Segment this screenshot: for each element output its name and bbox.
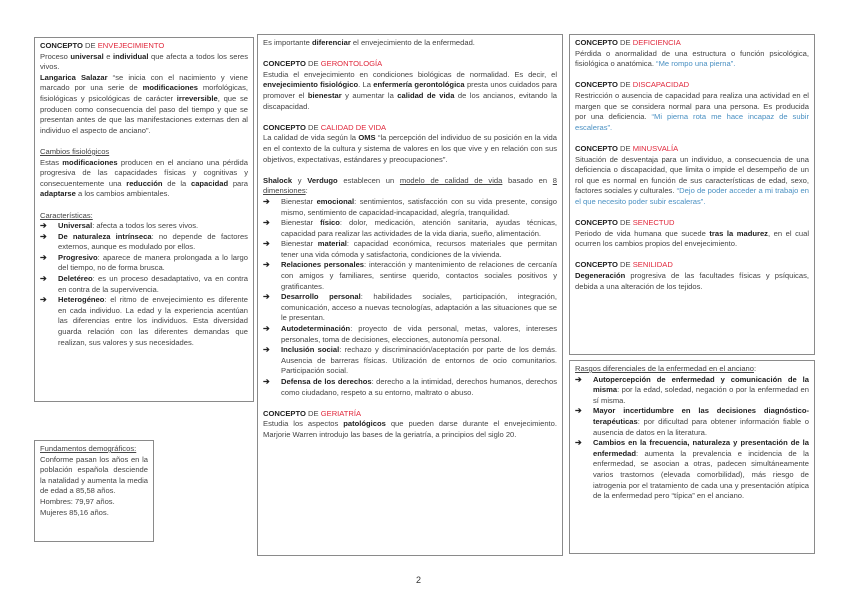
- geriatria-text: Estudia los aspectos patológicos que pueden darse durante el envejecimiento. Marjorie Warren introdujo las bases de la geriatría, a principios del siglo 20.: [263, 419, 557, 439]
- arrow-icon: ➔: [263, 196, 270, 206]
- list-item: ➔ Defensa de los derechos: derecho a la intimidad, derechos humanos, derechos como ciudadano, respeto a su entorno, maltrato o abuso.: [263, 377, 557, 397]
- deficiencia-text: Pérdida o anormalidad de una estructura o función psicológica, fisiológica o anatómica. “Me rompo una pierna”.: [575, 48, 809, 69]
- arrow-icon: ➔: [263, 324, 270, 334]
- list-item: ➔ Heterogéneo: el ritmo de envejecimiento es diferente en cada individuo. La edad y la experiencia acentúan las diferencias entre los individuos. Esta diversidad guarda relación con las diferentes demandas que realizan, sus valores y sus necesidades.: [40, 295, 248, 347]
- rasgos-list: [575, 375, 809, 502]
- concepts-box: [569, 34, 815, 355]
- list-item: ➔ Autodeterminación: proyecto de vida personal, metas, valores, intereses personales, toma de decisiones, elecciones, autonomía personal.: [263, 324, 557, 344]
- list-item: ➔ Inclusión social: rechazo y discriminación/aceptación por parte de los demás. Ausencia de barreras físicas. Utilización de entornos de ocio comunitarios. Participación social.: [263, 345, 557, 376]
- arrow-icon: ➔: [575, 438, 582, 448]
- calidad-text: La calidad de vida según la OMS “la percepción del individuo de su posición en la vida en el contexto de la cultura y sistema de valores en los que vive y en relación con sus objetivos, expectativas, estándares y preocupaciones”.: [263, 133, 557, 164]
- arrow-icon: ➔: [263, 239, 270, 249]
- dimensiones-list: [263, 197, 557, 398]
- deficiencia-heading: CONCEPTO DE DEFICIENCIA: [575, 38, 681, 47]
- intro-text: Es importante diferenciar el envejecimiento de la enfermedad.: [263, 38, 475, 47]
- arrow-icon: ➔: [263, 292, 270, 302]
- caracteristicas-list: [40, 221, 248, 348]
- senectud-heading: CONCEPTO DE SENECTUD: [575, 218, 675, 228]
- arrow-icon: ➔: [40, 274, 47, 284]
- concept-heading: CONCEPTO DE ENVEJECIMIENTO: [40, 41, 165, 50]
- list-item: ➔ Cambios en la frecuencia, naturaleza y presentación de la enfermedad: aumenta la prevalencia e incidencia de la enfermedad, se asocian a otras, padecen simultáneamente varios trastornos (elevada comorbilidad), más riesgo de iatrogenia por el tratamiento de cada una y presentación atípica de la enfermedad pero “típica” en el anciano.: [575, 438, 809, 501]
- list-item: ➔ De naturaleza intrínseca: no depende de factores externos, aunque es modulado por ellos.: [40, 231, 248, 252]
- arrow-icon: ➔: [40, 231, 47, 241]
- arrow-icon: ➔: [263, 260, 270, 270]
- list-item: ➔ Deletéreo: es un proceso desadaptativo, va en contra en contra de la supervivencia.: [40, 274, 248, 294]
- minusvalia-heading: CONCEPTO DE MINUSVALÍA: [575, 143, 679, 153]
- hombres-text: Hombres: 79,97 años.: [40, 496, 115, 506]
- arrow-icon: ➔: [40, 252, 47, 262]
- list-item: ➔ Mayor incertidumbre en las decisiones diagnóstico-terapéuticas: por dificultad para obtener información fiable o ausencia de datos en la literatura.: [575, 406, 809, 437]
- concept-title: ENVEJECIMIENTO: [97, 41, 165, 50]
- arrow-icon: ➔: [40, 221, 47, 231]
- definition: Proceso universal e individual que afecta a todos los seres vivos.: [40, 51, 249, 72]
- list-item: ➔ Bienestar emocional: sentimientos, satisfacción con su vida presente, consigo mismo, sentimiento de capacidad-incapacidad, alegría, tranquilidad.: [263, 196, 557, 217]
- cambios-text: Estas modificaciones producen en el anciano una pérdida progresiva de las capacidades físicas y cognitivas y consecuentemente una reducción de la capacidad para adaptarse a los cambios ambientales.: [40, 157, 249, 199]
- caracteristicas-heading: Características:: [40, 210, 93, 220]
- arrow-icon: ➔: [575, 406, 582, 416]
- list-item: ➔ Autopercepción de enfermedad y comunicación de la misma: por la edad, soledad, negación o por la enfermedad en sí misma.: [575, 374, 809, 405]
- discapacidad-heading: CONCEPTO DE DISCAPACIDAD: [575, 80, 690, 90]
- rasgos-heading: Rasgos diferenciales de la enfermedad en el anciano:: [575, 364, 757, 373]
- calidad-heading: CONCEPTO DE CALIDAD DE VIDA: [263, 122, 387, 132]
- list-item: ➔ Universal: afecta a todos los seres vivos.: [40, 221, 199, 231]
- gerontologia-heading: CONCEPTO DE GERONTOLOGÍA: [263, 59, 383, 69]
- minusvalia-text: Situación de desventaja para un individuo, a consecuencia de una deficiencia o discapacidad, que limita o impide el desempeño de un rol que es normal en función de sus características de edad, sexo, factores sociales y culturales. “Dejo de poder acceder a mi trabajo en el que necesito poder subir escaleras”.: [575, 154, 809, 206]
- envejecimiento-box: [34, 37, 254, 402]
- arrow-icon: ➔: [263, 218, 270, 228]
- gerontologia-text: Estudia el envejecimiento en condiciones biológicas de normalidad. Es decir, el envejecimiento fisiológico. La enfermería gerontológica presta unos cuidados para promover el bienestar y aumentar la calidad de vida de los ancianos, evitando la discapacidad.: [263, 69, 557, 111]
- demografia-text: Conforme pasan los años en la población española desciende la natalidad y aumenta la media de edad a 85,58 años.: [40, 454, 148, 496]
- rasgos-box: [569, 360, 815, 554]
- list-item: ➔ Progresivo: aparece de manera prolongada a lo largo del tiempo, no de forma brusca.: [40, 252, 248, 273]
- modelo-text: Shalock y Verdugo establecen un modelo de calidad de vida basado en 8 dimensiones:: [263, 175, 557, 196]
- middle-column-box: [257, 34, 563, 556]
- list-item: ➔ Desarrollo personal: habilidades sociales, participación, integración, comunicación, acceso a nuevas tecnologías, adaptación a las situaciones que se le presentan.: [263, 292, 557, 323]
- cambios-heading: Cambios fisiológicos: [40, 146, 110, 156]
- discapacidad-text: Restricción o ausencia de capacidad para realiza una actividad en el margen que se considera normal para una persona. Es producida por una deficiencia. “Mi pierna rota me hace incapaz de subir escaleras”.: [575, 90, 809, 132]
- arrow-icon: ➔: [40, 295, 47, 305]
- list-item: ➔ Bienestar material: capacidad económica, recursos materiales que permitan tener una vida cómoda y satisfactoria, condiciones de la vivienda.: [263, 239, 557, 259]
- senilidad-heading: CONCEPTO DE SENILIDAD: [575, 260, 673, 270]
- quote: Langarica Salazar “se inicia con el nacimiento y viene marcado por una serie de modificaciones morfológicas, fisiológicas y psicológicas de carácter irreversible, que se producen como consecuencia del paso del tiempo y que se presentan antes de que las manifestaciones externas den al individuo el aspecto de anciano”.: [40, 72, 248, 135]
- senilidad-text: Degeneración progresiva de las facultades físicas y psíquicas, debida a una alteración de los tejidos.: [575, 271, 809, 291]
- geriatria-heading: CONCEPTO DE GERIATRÍA: [263, 408, 362, 418]
- page-number: 2: [416, 575, 422, 585]
- arrow-icon: ➔: [263, 345, 270, 355]
- list-item: ➔ Bienestar físico: dolor, medicación, atención sanitaria, ayudas técnicas, capacidad para realizar las actividades de la vida diaria, sueño, alimentación.: [263, 218, 557, 238]
- demografia-heading: Fundamentos demográficos:: [40, 444, 137, 453]
- arrow-icon: ➔: [263, 377, 270, 386]
- senectud-text: Periodo de vida humana que sucede tras la madurez, en el cual ocurren los cambios propios del envejecimiento.: [575, 228, 810, 249]
- mujeres-text: Mujeres 85,16 años.: [40, 507, 109, 517]
- arrow-icon: ➔: [575, 374, 582, 384]
- list-item: ➔ Relaciones personales: interacción y mantenimiento de relaciones de cercanía con amigos y familiares, sentirse querido, contactos sociales positivos y gratificantes.: [263, 260, 557, 291]
- demografia-box: [34, 440, 154, 542]
